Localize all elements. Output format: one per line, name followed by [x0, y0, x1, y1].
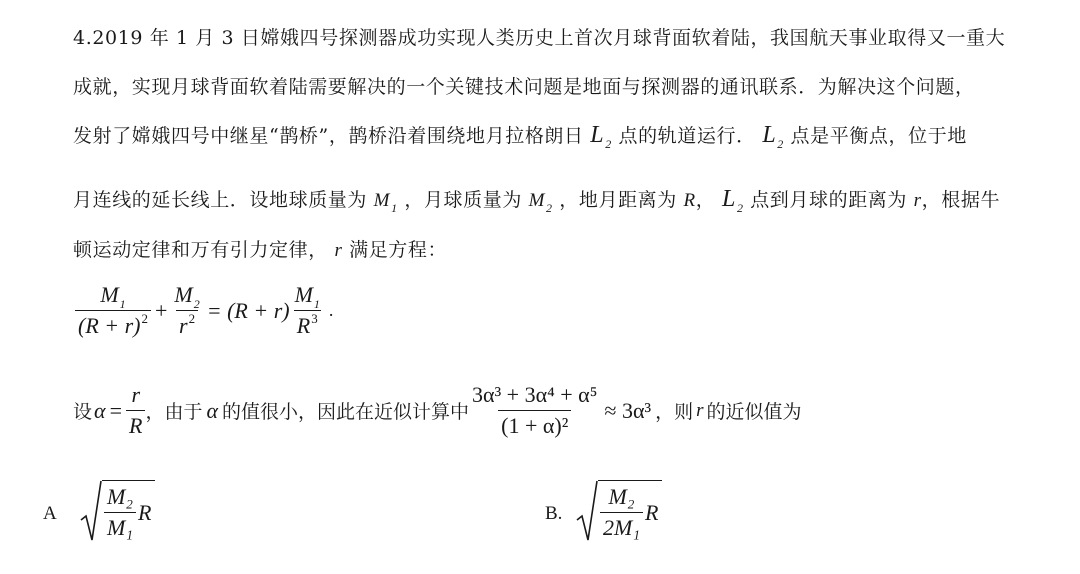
m1-symbol: $M_1$ — [373, 190, 398, 215]
problem-line-1 — [73, 26, 1060, 50]
approximation-line: 设 α = $\frac{r}{R}$ ，由于 α 的值很小，因此在近似计算中 $\frac{\text{3α³ + 3α⁴ + α⁵}}{\text{(1 + α)²}}$ ≈ 3α³ ，则 r 的近似值为 — [73, 382, 802, 438]
option-a-expression[interactable]: $\frac{\text{M₂}}{\text{M₁}}$ R — [80, 480, 155, 542]
r-capital-symbol: R — [683, 190, 696, 211]
l2-symbol: $L_2$ — [590, 122, 612, 151]
square-root-icon — [80, 480, 102, 542]
problem-text: 成就，实现月球背面软着陆需要解决的一个关键技术问题是地面与探测器的通讯联系．为解决这个问题， — [73, 76, 975, 98]
alpha-definition-fraction: $\frac{r}{R}$ — [126, 382, 145, 439]
approximation-fraction: $\frac{\text{3α³ + 3α⁴ + α⁵}}{\text{(1 + α)²}}$ — [472, 382, 598, 438]
question-number: 4. — [73, 27, 93, 49]
l2-symbol: $L_2$ — [722, 186, 744, 215]
fraction-term-2: $\frac{M_2}{r^2}$ — [174, 282, 200, 338]
period: . — [328, 300, 334, 320]
plus-sign: + — [155, 297, 168, 323]
problem-line-3 — [73, 123, 1060, 150]
l2-symbol: $L_2$ — [762, 122, 784, 151]
r-symbol: r — [913, 190, 922, 211]
problem-line-2 — [73, 75, 1060, 99]
option-b-expression[interactable]: $\frac{\text{M₂}}{\text{2M₁}}$ R — [576, 480, 662, 542]
problem-text: 点是平衡点，位于地 — [790, 125, 967, 147]
r-symbol: r — [334, 240, 343, 261]
square-root-icon — [576, 480, 598, 542]
equation — [75, 282, 333, 339]
problem-line-5: 顿运动定律和万有引力定律， r 满足方程： — [73, 239, 448, 261]
problem-text: 发射了嫦娥四号中继星“鹊桥”，鹊桥沿着围绕地月拉格朗日 — [73, 125, 584, 147]
fraction-term-3: $\frac{M_1}{R^3}$ — [294, 282, 320, 338]
problem-line-4: 月连线的延长线上．设地球质量为 $M_1$ ，月球质量为 $M_2$ ，地月距离为 R， $L_2$ 点到月球的距离为 r，根据牛 — [73, 186, 1001, 215]
equation-rhs: = (R + r) — [206, 297, 290, 323]
option-a-letter[interactable]: A — [43, 503, 57, 524]
option-b-letter[interactable]: B. — [545, 503, 563, 524]
fraction-term-1: $\frac{M_1}{(R + r)^2}$ — [75, 282, 151, 339]
m2-symbol: $M_2$ — [528, 190, 553, 215]
problem-text: 点的轨道运行． — [618, 125, 756, 147]
problem-text: 2019 年 1 月 3 日嫦娥四号探测器成功实现人类历史上首次月球背面软着陆，我国航天事业取得又一重大 — [92, 27, 1006, 49]
